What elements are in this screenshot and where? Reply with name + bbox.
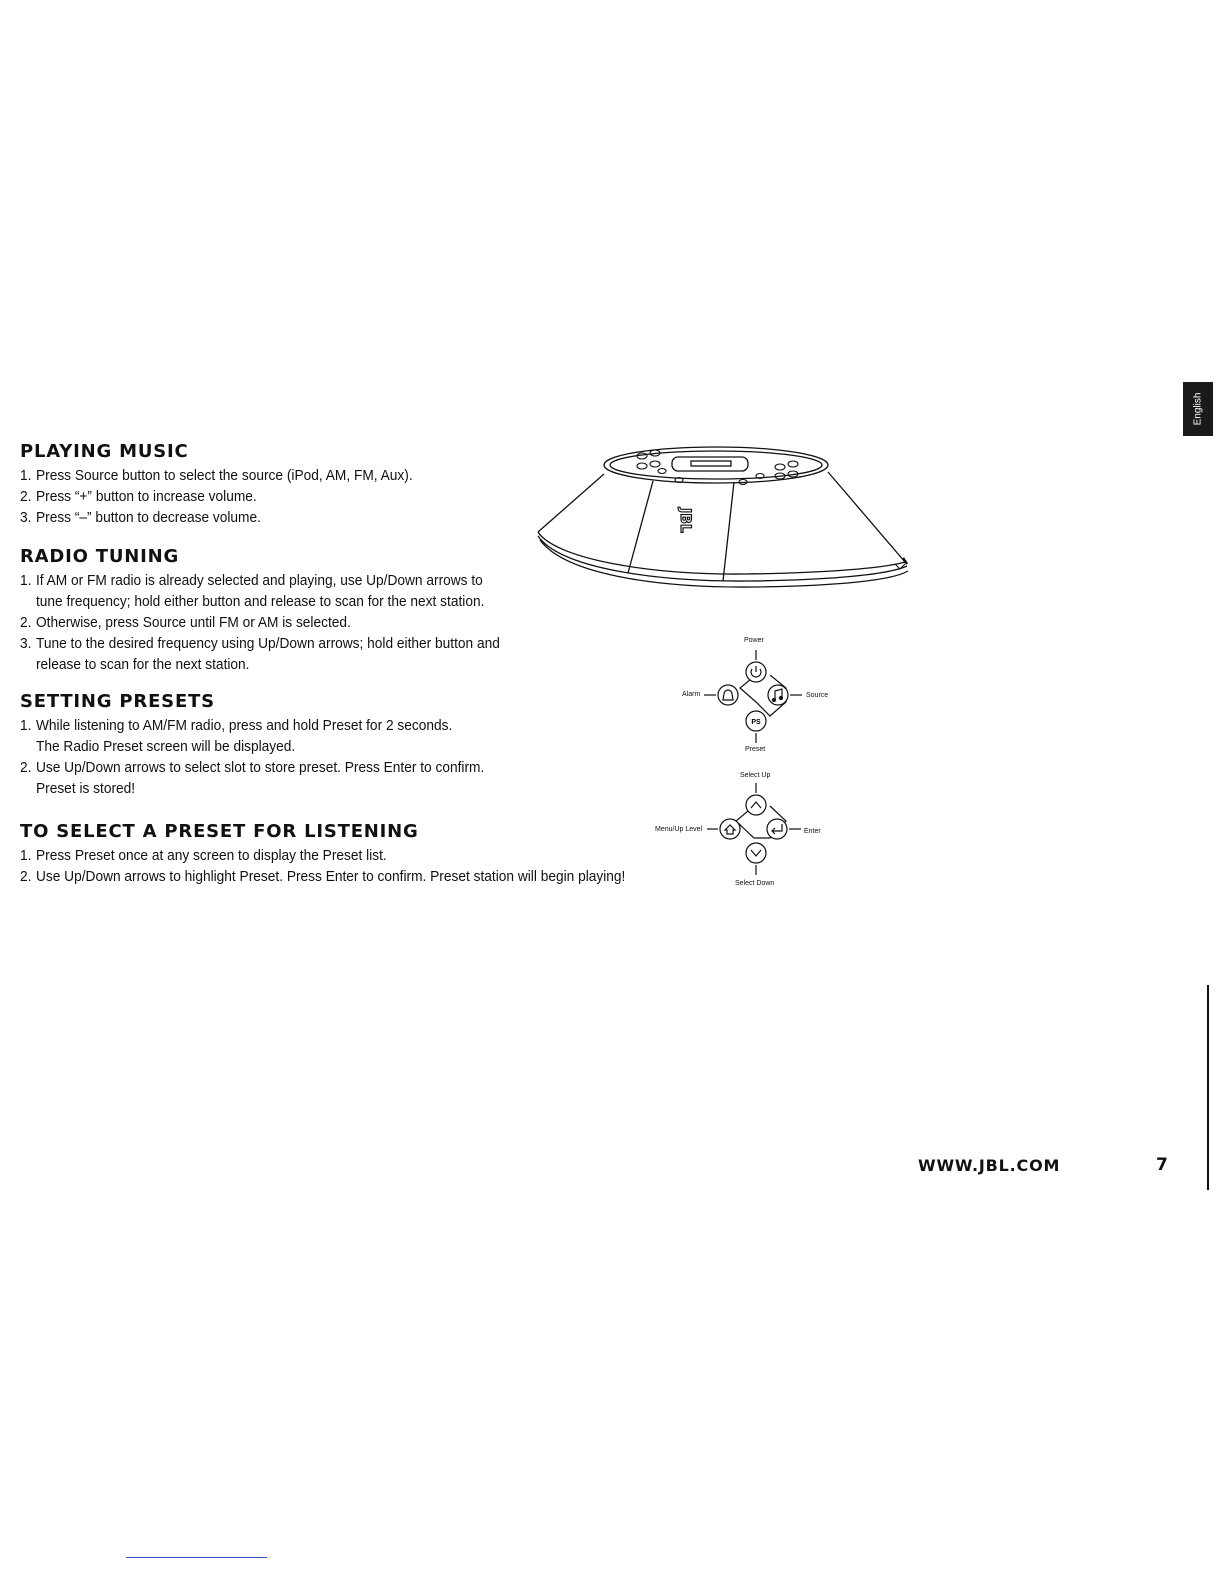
setting-presets-list [20, 716, 514, 800]
select-down-button[interactable] [746, 843, 766, 863]
list-item-text: If AM or FM radio is already selected and playing, use Up/Down arrows to [35, 573, 483, 589]
page-number: 7 [1156, 1155, 1168, 1175]
playing-music-list [20, 466, 438, 529]
enter-label: Enter [804, 828, 821, 835]
select-preset-list [20, 846, 664, 888]
list-item [20, 867, 625, 888]
section-title-select-preset: TO SELECT A PRESET FOR LISTENING [20, 821, 419, 842]
page-edge-line [1207, 985, 1209, 1190]
jbl-logo: JBL [677, 508, 693, 533]
language-tab-label: English [1192, 392, 1204, 426]
list-item-text: Tune to the desired frequency using Up/Down arrows; hold either button and [35, 636, 500, 652]
section-playing-music [20, 441, 438, 529]
section-title-setting-presets: SETTING PRESETS [20, 691, 215, 712]
list-item-number: 2. [20, 760, 32, 776]
list-item-text: Use Up/Down arrows to select slot to store preset. Press Enter to confirm. [35, 760, 485, 776]
list-item-text: Press Preset once at any screen to display the Preset list. [35, 848, 387, 864]
select-up-button[interactable] [746, 795, 766, 815]
list-item-text: Use Up/Down arrows to highlight Preset. Press Enter to confirm. Preset station will begin playing! [35, 869, 626, 885]
list-item-text: tune frequency; hold either button and release to scan for the next station. [35, 594, 485, 610]
menu-button[interactable] [720, 819, 740, 839]
list-item-number: 1. [20, 573, 32, 589]
list-item-text: Press “+” button to increase volume. [35, 489, 257, 505]
list-item [20, 758, 484, 800]
list-item-number: 1. [20, 468, 32, 484]
list-item-text: The Radio Preset screen will be displayed. [35, 739, 296, 755]
source-button[interactable] [768, 685, 788, 705]
website-url: WWW.JBL.COM [918, 1156, 1061, 1175]
power-label: Power [744, 637, 764, 644]
list-item-number: 2. [20, 615, 32, 631]
section-setting-presets [20, 691, 514, 800]
list-item [20, 846, 625, 867]
list-item-text: Otherwise, press Source until FM or AM is selected. [35, 615, 351, 631]
alarm-label: Alarm [682, 691, 701, 698]
list-item-number: 2. [20, 869, 32, 885]
list-item [20, 613, 500, 634]
list-item [20, 466, 413, 487]
language-tab [1183, 382, 1213, 436]
speaker-dock-illustration [505, 440, 915, 615]
bottom-rule [126, 1557, 267, 1558]
section-select-preset [20, 821, 664, 888]
list-item-text: Press Source button to select the source (iPod, AM, FM, Aux). [35, 468, 413, 484]
list-item [20, 508, 413, 529]
select-down-label: Select Down [735, 880, 775, 887]
list-item-number: 2. [20, 489, 32, 505]
list-item-text: Press “–” button to decrease volume. [35, 510, 261, 526]
list-item [20, 716, 484, 758]
list-item [20, 487, 413, 508]
list-item-number: 1. [20, 718, 32, 734]
source-label: Source [806, 692, 829, 699]
list-item [20, 634, 500, 676]
alarm-button[interactable] [718, 685, 738, 705]
section-title-radio-tuning: RADIO TUNING [20, 546, 180, 567]
list-item-text: Preset is stored! [35, 781, 136, 797]
list-item-number: 3. [20, 510, 32, 526]
menu-up-level-label: Menu/Up Level [655, 826, 703, 833]
select-up-label: Select Up [740, 772, 771, 779]
list-item-text: While listening to AM/FM radio, press and hold Preset for 2 seconds. [35, 718, 453, 734]
list-item-text: release to scan for the next station. [35, 657, 250, 673]
ps-icon: PS [751, 719, 761, 726]
section-radio-tuning [20, 546, 531, 676]
radio-tuning-list [20, 571, 531, 676]
enter-button[interactable] [767, 819, 787, 839]
preset-label: Preset [745, 746, 766, 753]
list-item-number: 1. [20, 848, 32, 864]
list-item [20, 571, 500, 613]
list-item-number: 3. [20, 636, 32, 652]
section-title-playing-music: PLAYING MUSIC [20, 441, 189, 462]
